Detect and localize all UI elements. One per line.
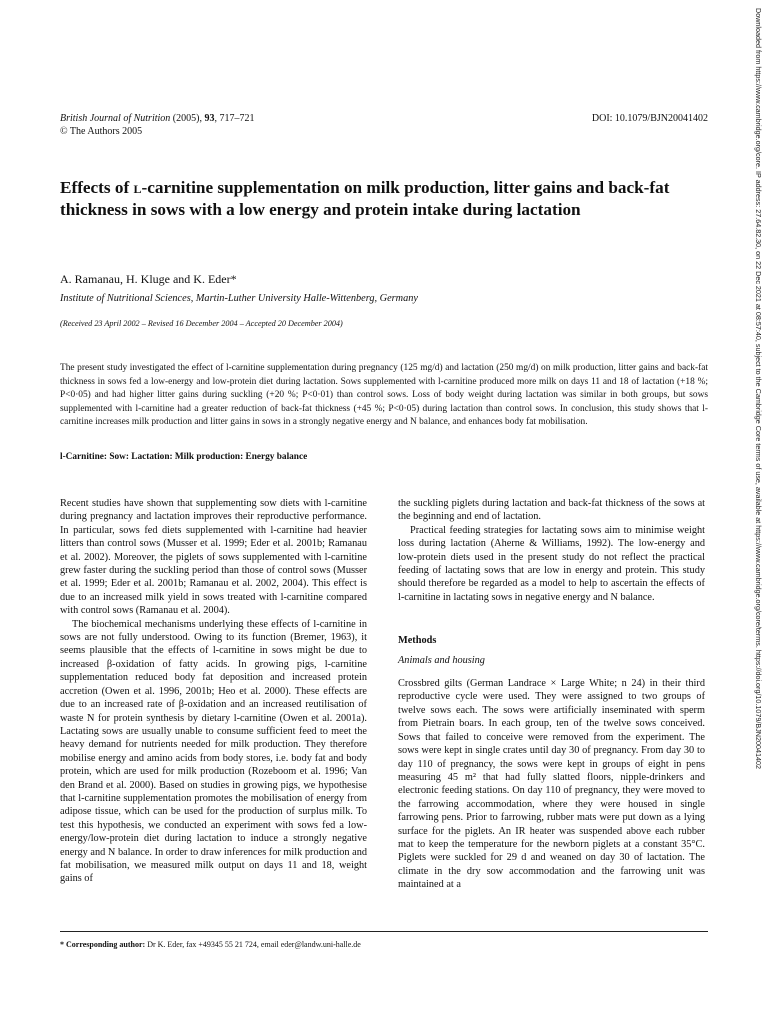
title-small-caps-l: l [133,178,142,197]
journal-pages: , 717–721 [214,113,255,124]
journal-name: British Journal of Nutrition [60,113,171,124]
download-notice: Downloaded from https://www.cambridge.org/core. IP address: 27.64.82.30, on 22 Dec 2021 at 08:57:40, subject to the Cambridge Core terms of use, available at https://www.cambridge.org/core/terms. https://doi.org/10.1079/BJN20041402 [754,8,763,769]
intro-paragraph-3: the suckling piglets during lactation and back-fat thickness of the sows at the beginning and end of lactation. [398,498,705,523]
title-part1: Effects of [60,178,134,197]
footnote-label: * Corresponding author: [60,940,146,949]
author-list: A. Ramanau, H. Kluge and K. Eder* [60,272,237,286]
submission-dates: (Received 23 April 2002 – Revised 16 December 2004 – Accepted 20 December 2004) [60,319,343,328]
keywords: l-Carnitine: Sow: Lactation: Milk production: Energy balance [60,452,308,462]
right-column [398,497,705,892]
download-notice-strip [752,8,764,1008]
intro-paragraph-2: The biochemical mechanisms underlying these effects of l-carnitine in sows are not fully understood. Owing to its function (Bremer, 1963), it seems plausible that the effects of l-carnitine in sows might be due to increased β-oxidation of fatty acids. In growing pigs, l-carnitine supplementation reduced body fat deposition and increased protein accretion (Owen et al. 1996, 2001b; Heo et al. 2000). These effects are due to an increased rate of β-oxidation and an increased reutilisation of waste N for protein synthesis by dietary l-carnitine (Owen et al. 2001a). Lactating sows are usually unable to consume sufficient feed to meet the heavy demand for nutrients needed for milk production. They therefore mobilise energy and amino acids from body stores, i.e. body fat and body protein, which are used for milk production (Rozeboom et al. 1996; Van den Brand et al. 2000). Based on studies in growing pigs, we hypothesise that l-carnitine supplementation promotes the mobilisation of energy from adipose tissue, which can be used for the production of surplus milk. To test this hypothesis, we conducted an experiment with sows fed a low-energy/low-protein diet during lactation to induce a strongly negative energy and N balance. In order to draw inferences for milk production and fat mobilisation, we measured milk output on days 11 and 18, weight gains of [60,618,367,885]
copyright-line: © The Authors 2005 [60,126,143,137]
methods-paragraph-1: Crossbred gilts (German Landrace × Large White; n 24) in their third reproductive cycle were used. They were assigned to two groups of twelve sows each. The sows were artificially inseminated with sperm from Pietrain boars. In each group, ten of the twelve sows conceived. Sows that failed to conceive were removed from the experiment. The sows were kept in single crates until day 30 of pregnancy. From day 30 to day 110 of pregnancy, the sows were kept in groups of eight in pens measuring 45 m² that had fully slatted floors, nipple-drinkers and electronic feeding stations. On day 110 of pregnancy, they were moved to the farrowing accommodation, where they were housed in single farrowing pens. Prior to farrowing, rubber mats were put down as a lying surface for the piglets. An IR heater was suspended above each rubber mat to keep the temperature for the newborn piglets at a constant 35°C. Piglets were suckled for 29 d and weaned on day 30 of lactation. The climate in the dry sow accommodation and the farrowing unit was maintained at a [398,678,705,891]
intro-paragraph-4: Practical feeding strategies for lactating sows aim to minimise weight loss during lactation (Aherne & Williams, 1992). The low-energy and low-protein diets used in the present study do not reflect the practical feeding of lactating sows that are low in energy and protein. This study should therefore be regarded as a model to help to ascertain the effects of l-carnitine in lactating sows in negative energy and N balance. [398,524,705,603]
footnote-divider [60,931,708,932]
affiliation: Institute of Nutritional Sciences, Martin-Luther University Halle-Wittenberg, Germany [60,293,418,304]
corresponding-author-footnote [60,940,361,950]
journal-volume: 93 [204,113,215,124]
journal-citation [60,112,254,138]
article-title [60,177,700,220]
abstract: The present study investigated the effect of l-carnitine supplementation during pregnancy (125 mg/d) and lactation (250 mg/d) on milk production, litter gains and back-fat thickness in sows fed a low-energy and low-protein diet during lactation. Sows supplemented with l-carnitine produced more milk on days 11 and 18 of lactation (+18 %; P<0·05) and had higher litter gains during suckling (+20 %; P<0·01) than control sows. Loss of body weight during lactation was similar in both groups, but sows supplemented with l-carnitine had a greater reduction of back-fat thickness (+45 %; P<0·05) during lactation than control sows. In conclusion, this study shows that l-carnitine increases milk production and litter gains in sows in a strongly negative energy and N balance, and enhances body fat mobilisation. [60,363,708,427]
doi-label: DOI: 10.1079/BJN20041402 [591,113,708,124]
intro-paragraph-1: Recent studies have shown that supplementing sow diets with l-carnitine during pregnancy and lactation improves their reproductive performance. In particular, sows fed diets supplemented with l-carnitine had heavier litters than control sows (Musser et al. 1999; Eder et al. 2001b; Ramanau et al. 2002). Moreover, the piglets of sows supplemented with l-carnitine grew faster during the suckling period than those of control sows (Musser et al. 1999; Eder et al. 2001b; Ramanau et al. 2002, 2004). This effect is due to an increased milk yield in sows treated with l-carnitine compared with control sows (Ramanau et al. 2004). [60,498,367,617]
animals-subheading: Animals and housing [398,654,485,666]
left-column [60,497,367,886]
title-part2: -carnitine supplementation on milk production, litter gains and back-fat thickness in sows with a low energy and protein intake during lactation [60,178,670,219]
methods-heading: Methods [398,635,437,647]
footnote-text: Dr K. Eder, fax +49345 55 21 724, email eder@landw.uni-halle.de [145,940,361,949]
journal-year: (2005), [170,113,205,124]
